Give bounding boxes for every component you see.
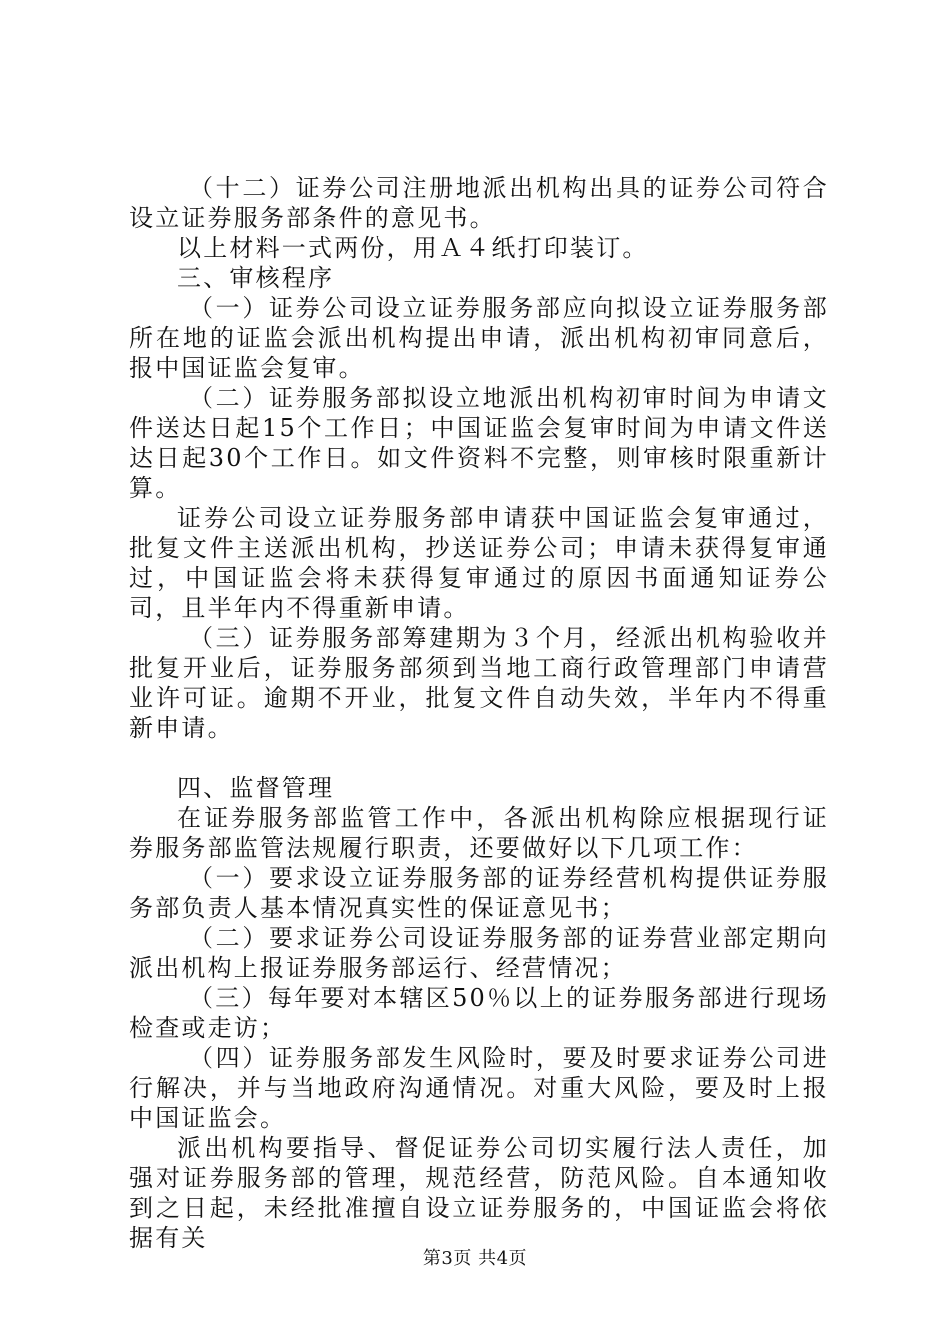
section-spacer [129,743,829,773]
paragraph-closing: 派出机构要指导、督促证券公司切实履行法人责任，加强对证券服务部的管理，规范经营，防范风险。自本通知收到之日起，未经批准擅自设立证券服务的，中国证监会将依据有关 [129,1134,829,1252]
paragraph-materials-note: 以上材料一式两份，用Ａ４纸打印装订。 [177,234,649,262]
paragraph-supervision-item-4: （四）证券服务部发生风险时，要及时要求证券公司进行解决，并与当地政府沟通情况。对重大风险，要及时上报中国证监会。 [129,1044,829,1132]
page-number-footer: 第3页 共4页 [422,1248,528,1269]
paragraph-review-result: 证券公司设立证券服务部申请获中国证监会复审通过，批复文件主送派出机构，抄送证券公司；申请未获得复审通过，中国证监会将未获得复审通过的原因书面通知证券公司，且半年内不得重新申请。 [129,504,829,622]
section-heading-supervision: 四、监督管理 [177,774,335,802]
paragraph-item-12: （十二）证券公司注册地派出机构出具的证券公司符合设立证券服务部条件的意见书。 [129,174,829,232]
paragraph-supervision-item-3: （三）每年要对本辖区50％以上的证券服务部进行现场检查或走访； [129,984,829,1042]
paragraph-review-item-1: （一）证券公司设立证券服务部应向拟设立证券服务部所在地的证监会派出机构提出申请，派出机构初审同意后，报中国证监会复审。 [129,294,829,382]
document-body [129,173,829,1253]
paragraph-review-item-2: （二）证券服务部拟设立地派出机构初审时间为申请文件送达日起15个工作日；中国证监会复审时间为申请文件送达日起30个工作日。如文件资料不完整，则审核时限重新计算。 [129,384,829,502]
paragraph-supervision-intro: 在证券服务部监管工作中，各派出机构除应根据现行证券服务部监管法规履行职责，还要做好以下几项工作： [129,804,829,862]
paragraph-supervision-item-1: （一）要求设立证券服务部的证券经营机构提供证券服务部负责人基本情况真实性的保证意见书； [129,864,829,922]
section-heading-review-procedure: 三、审核程序 [177,264,335,292]
paragraph-supervision-item-2: （二）要求证券公司设证券服务部的证券营业部定期向派出机构上报证券服务部运行、经营情况； [129,924,829,982]
paragraph-review-item-3: （三）证券服务部筹建期为３个月，经派出机构验收并批复开业后，证券服务部须到当地工商行政管理部门申请营业许可证。逾期不开业，批复文件自动失效，半年内不得重新申请。 [129,624,829,742]
